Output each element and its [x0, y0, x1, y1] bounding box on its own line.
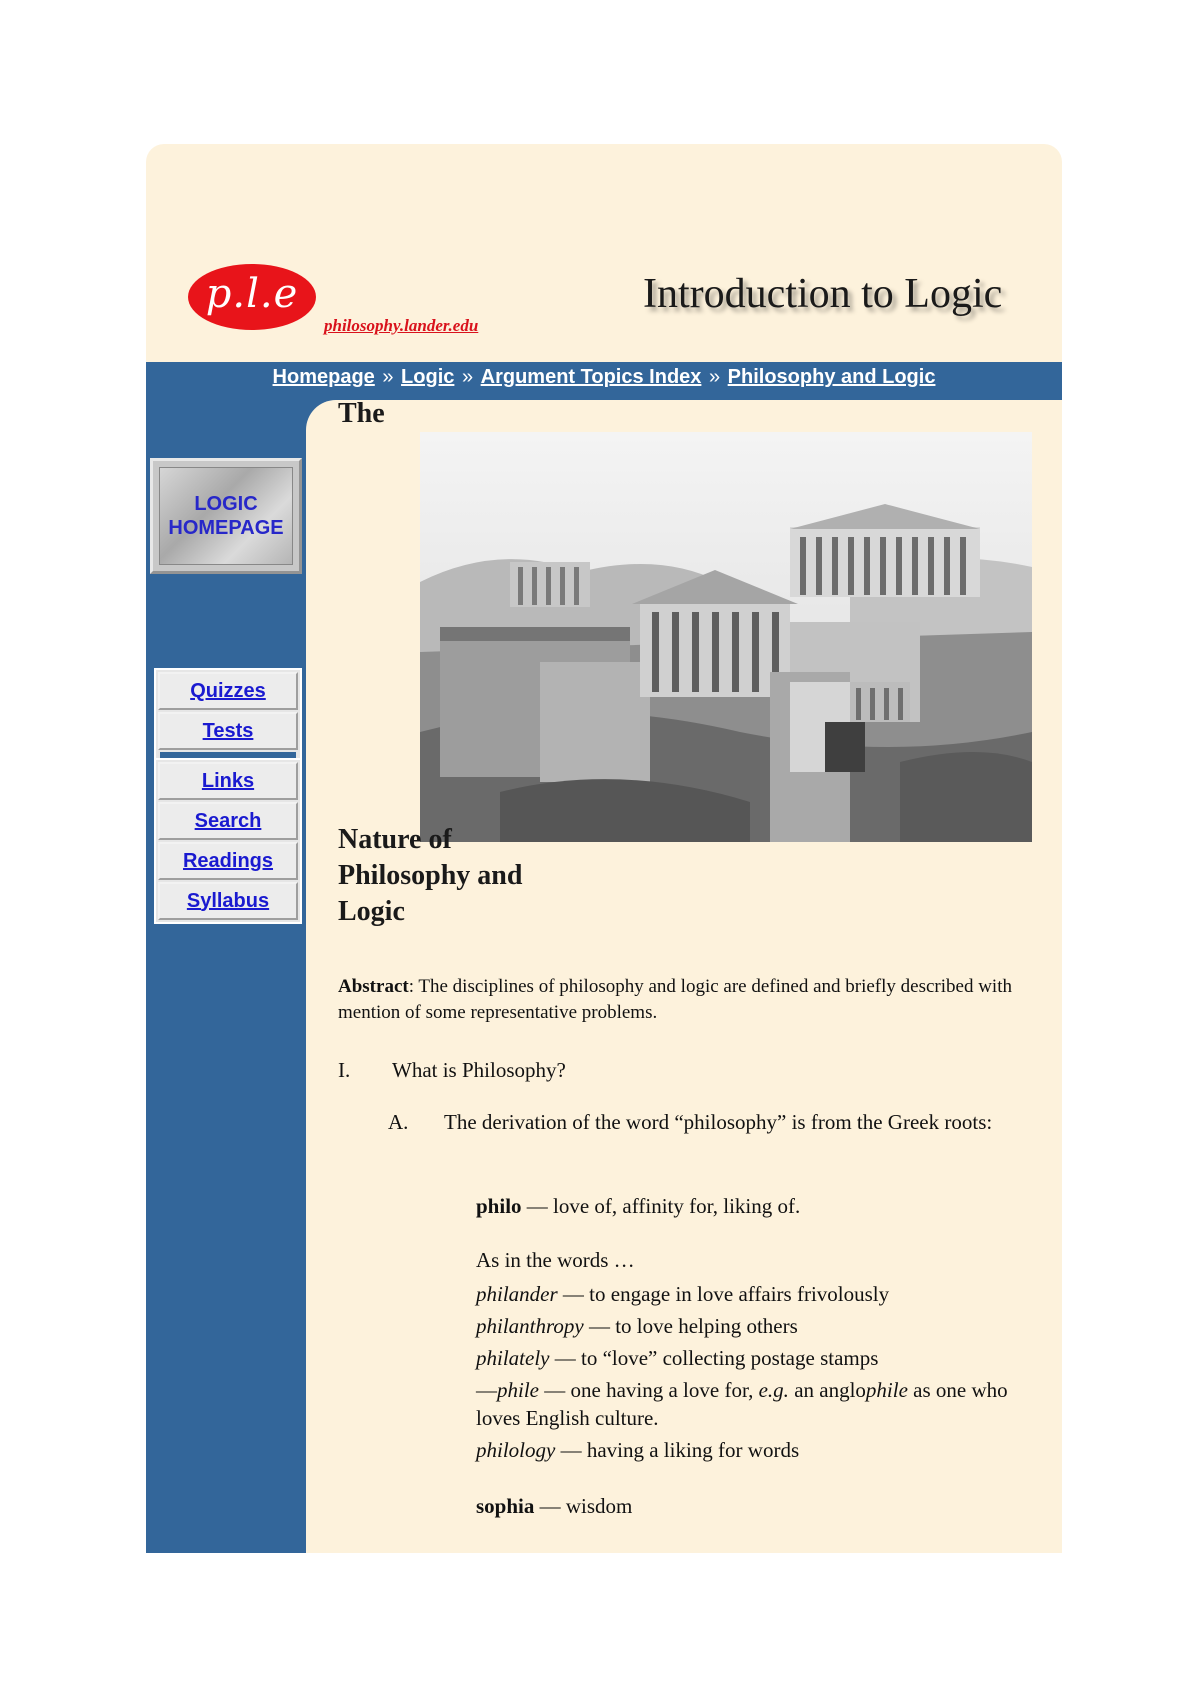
site-link[interactable]: philosophy.lander.edu — [324, 316, 479, 335]
phile-suffix: phile — [865, 1378, 908, 1402]
abstract-text: : The disciplines of philosophy and logic are defined and briefly described with mention of some representative problems. — [338, 976, 1012, 1023]
logic-homepage-label: LOGIC HOMEPAGE — [168, 493, 284, 539]
page-header — [146, 144, 1062, 362]
page-title-line4: Logic — [338, 896, 405, 927]
breadcrumb-logic[interactable]: Logic — [401, 366, 455, 388]
page-title-line2: Nature of — [338, 824, 452, 855]
philo-definition — [476, 1192, 800, 1220]
sidebar-link-quizzes[interactable]: Quizzes — [190, 679, 266, 702]
sidebar-nav-group-1 — [154, 668, 302, 766]
page-title-part1: The — [338, 398, 385, 429]
breadcrumb — [146, 366, 1062, 389]
word-philately — [476, 1344, 878, 1372]
phile-eg: e.g. — [758, 1378, 789, 1402]
sophia-definition — [476, 1492, 632, 1520]
term-philology: philology — [476, 1438, 556, 1462]
def-philander: — to engage in love affairs frivolously — [557, 1282, 890, 1306]
philo-def: — love of, affinity for, liking of. — [521, 1194, 801, 1218]
breadcrumb-separator: » — [382, 366, 394, 388]
breadcrumb-separator: » — [708, 366, 721, 388]
word-philology — [476, 1436, 799, 1464]
logic-homepage-button[interactable] — [150, 458, 302, 574]
acropolis-image — [420, 432, 1032, 842]
term-philately: philately — [476, 1346, 550, 1370]
term-philanthropy: philanthropy — [476, 1314, 584, 1338]
section-number: I. — [338, 1058, 351, 1082]
as-in-words: As in the words … — [476, 1248, 635, 1272]
page-title-line3: Philosophy and — [338, 860, 523, 891]
section-title: What is Philosophy? — [392, 1058, 566, 1082]
abstract — [338, 974, 1018, 1026]
breadcrumb-separator: » — [461, 366, 474, 388]
sidebar-link-syllabus[interactable]: Syllabus — [186, 889, 270, 912]
acropolis-illustration — [420, 432, 1032, 842]
word-philanthropy — [476, 1312, 798, 1340]
def-philology: — having a liking for words — [555, 1438, 800, 1462]
subsection-letter: A. — [388, 1110, 409, 1134]
sidebar-item-links[interactable] — [158, 762, 298, 800]
term-phile: phile — [497, 1378, 539, 1402]
sophia-def: — wisdom — [534, 1494, 633, 1518]
sophia-term: sophia — [476, 1494, 535, 1518]
sidebar-item-readings[interactable] — [158, 842, 298, 880]
ple-logo[interactable] — [188, 264, 316, 330]
page-frame — [146, 144, 1062, 1553]
subsection-text: The derivation of the word “philosophy” is from the Greek roots: — [444, 1110, 993, 1134]
def-phile-b: an anglo — [788, 1378, 866, 1402]
sidebar-link-tests[interactable]: Tests — [202, 719, 254, 742]
course-title: Introduction to Logic — [643, 271, 1003, 317]
def-philanthropy: — to love helping others — [583, 1314, 798, 1338]
sidebar-item-syllabus[interactable] — [158, 882, 298, 920]
sidebar-link-readings[interactable]: Readings — [182, 849, 274, 872]
def-phile-a: — one having a love for, — [539, 1378, 759, 1402]
word-philander — [476, 1280, 889, 1308]
breadcrumb-philosophy-and-logic[interactable]: Philosophy and Logic — [727, 366, 936, 388]
breadcrumb-argument-topics-index[interactable]: Argument Topics Index — [480, 366, 702, 388]
breadcrumb-homepage[interactable]: Homepage — [272, 366, 375, 388]
sidebar-item-quizzes[interactable] — [158, 672, 298, 710]
logo-text: p.l.e — [205, 271, 299, 317]
sidebar-item-search[interactable] — [158, 802, 298, 840]
word-phile — [476, 1376, 1036, 1432]
sidebar-item-tests[interactable] — [158, 712, 298, 750]
sidebar-nav-group-2 — [154, 758, 302, 924]
sidebar-link-links[interactable]: Links — [201, 769, 255, 792]
sidebar-link-search[interactable]: Search — [194, 809, 262, 832]
def-philately: — to “love” collecting postage stamps — [549, 1346, 879, 1370]
term-philander: philander — [476, 1282, 558, 1306]
philo-term: philo — [476, 1194, 522, 1218]
logic-homepage-image — [159, 467, 293, 565]
def-phile-c: as one who loves English culture. — [476, 1378, 1008, 1430]
phile-prefix: — — [476, 1378, 497, 1402]
abstract-label: Abstract — [338, 976, 409, 997]
